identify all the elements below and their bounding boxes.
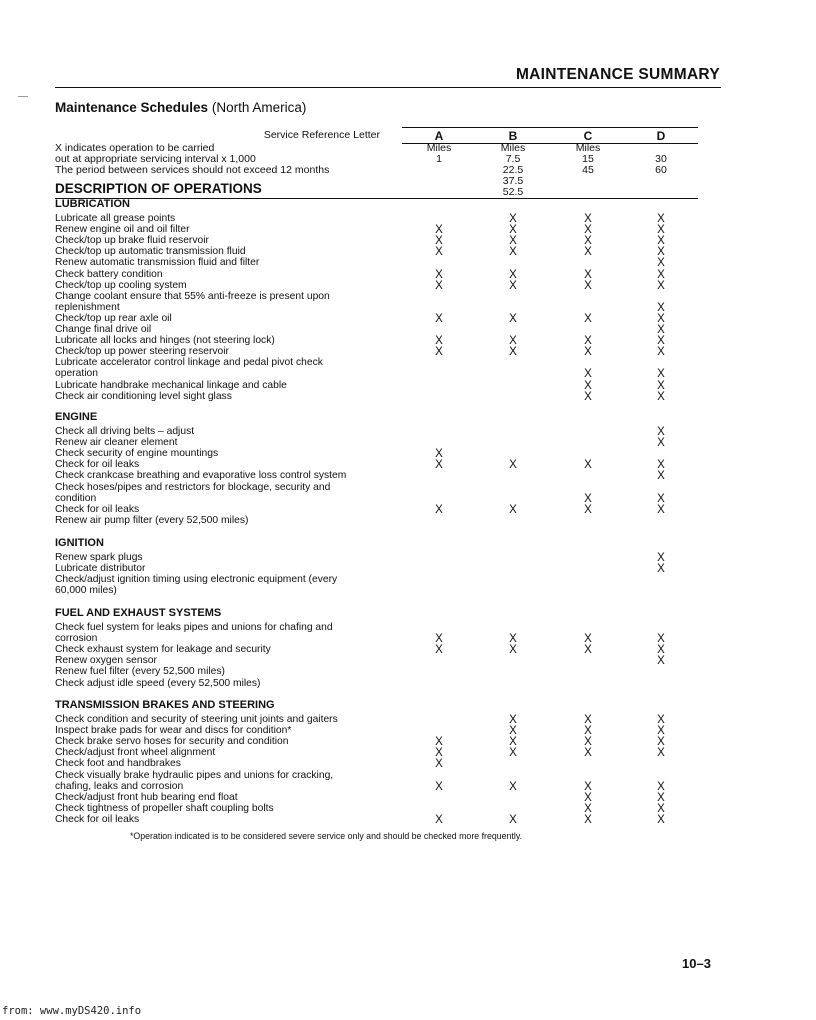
schedule-mark: X: [657, 714, 665, 726]
page-number: 10–3: [682, 956, 711, 971]
description-title: DESCRIPTION OF OPERATIONS: [55, 181, 262, 196]
schedule-mark: X: [509, 747, 517, 759]
operation-text: Renew spark plugs: [55, 552, 143, 563]
operation-text: Check foot and handbrakes: [55, 758, 181, 769]
operation-text: Check air conditioning level sight glass: [55, 391, 232, 402]
schedule-mark: X: [584, 504, 592, 516]
schedule-mark: X: [584, 814, 592, 826]
schedule-mark: X: [509, 725, 517, 737]
operation-text: Check brake servo hoses for security and condition: [55, 736, 289, 747]
schedule-mark: X: [435, 448, 443, 460]
schedule-mark: X: [584, 280, 592, 292]
schedule-mark: X: [657, 335, 665, 347]
operation-text: Renew air cleaner element: [55, 437, 178, 448]
schedule-mark: X: [657, 269, 665, 281]
operation-text: Check tightness of propeller shaft coupling bolts: [55, 803, 274, 814]
operation-text: Check battery condition: [55, 269, 163, 280]
schedule-mark: X: [657, 803, 665, 815]
schedule-mark: X: [657, 380, 665, 392]
schedule-mark: X: [435, 633, 443, 645]
operation-text: Check/adjust front hub bearing end float: [55, 792, 238, 803]
schedule-mark: X: [584, 269, 592, 281]
schedule-mark: X: [435, 747, 443, 759]
service-reference-label: Service Reference Letter: [263, 129, 380, 141]
intro-line: X indicates operation to be carried: [55, 142, 215, 154]
intro-line: out at appropriate servicing interval x 1,000: [55, 153, 256, 165]
schedule-mark: X: [657, 814, 665, 826]
schedule-mark: X: [657, 633, 665, 645]
section-heading: TRANSMISSION BRAKES AND STEERING: [55, 699, 275, 711]
schedule-mark: X: [509, 781, 517, 793]
operation-text: Check/top up automatic transmission fluid: [55, 246, 246, 257]
operation-text: Inspect brake pads for wear and discs for condition*: [55, 725, 292, 736]
schedule-mark: X: [657, 280, 665, 292]
schedule-mark: X: [584, 380, 592, 392]
operation-text: Check/adjust front wheel alignment: [55, 747, 216, 758]
mileage-value: Miles: [500, 142, 526, 154]
schedule-title-region: (North America): [211, 100, 307, 115]
page-header-title: MAINTENANCE SUMMARY: [515, 66, 720, 83]
operation-text: Check exhaust system for leakage and security: [55, 644, 271, 655]
schedule-mark: X: [657, 302, 665, 314]
mileage-value: 30: [655, 153, 667, 165]
schedule-mark: X: [657, 213, 665, 225]
schedule-mark: X: [509, 235, 517, 247]
operation-text: Lubricate accelerator control linkage and pedal pivot check: [55, 357, 323, 368]
schedule-mark: X: [657, 224, 665, 236]
operation-text: Check/top up cooling system: [55, 280, 187, 291]
schedule-mark: X: [435, 224, 443, 236]
schedule-mark: X: [509, 213, 517, 225]
operation-text: Lubricate handbrake mechanical linkage and cable: [55, 380, 287, 391]
schedule-mark: X: [435, 504, 443, 516]
source-watermark: from: www.myDS420.info: [2, 1005, 142, 1017]
schedule-mark: X: [584, 714, 592, 726]
schedule-mark: X: [435, 644, 443, 656]
schedule-mark: X: [657, 313, 665, 325]
schedule-mark: X: [509, 269, 517, 281]
schedule-mark: X: [435, 335, 443, 347]
schedule-mark: X: [584, 391, 592, 403]
section-heading: IGNITION: [55, 537, 104, 549]
operation-text: Renew engine oil and oil filter: [55, 224, 190, 235]
operation-text: Lubricate distributor: [55, 563, 146, 574]
schedule-mark: X: [657, 504, 665, 516]
schedule-mark: X: [657, 346, 665, 358]
schedule-mark: X: [584, 459, 592, 471]
column-rule-top: [402, 127, 698, 128]
schedule-mark: X: [584, 725, 592, 737]
schedule-mark: X: [657, 391, 665, 403]
operation-text: Renew air pump filter (every 52,500 miles): [55, 515, 249, 526]
column-letter-c: C: [583, 129, 593, 143]
operation-text: Check all driving belts – adjust: [55, 426, 195, 437]
schedule-mark: X: [657, 235, 665, 247]
schedule-mark: X: [657, 459, 665, 471]
schedule-mark: X: [509, 459, 517, 471]
operation-text: Check/top up brake fluid reservoir: [55, 235, 209, 246]
mileage-value: 60: [655, 164, 667, 176]
schedule-mark: X: [435, 235, 443, 247]
column-letter-a: A: [434, 129, 444, 143]
operation-text: Lubricate all locks and hinges (not steering lock): [55, 335, 275, 346]
column-letter-b: B: [508, 129, 518, 143]
schedule-mark: X: [435, 781, 443, 793]
schedule-mark: X: [509, 736, 517, 748]
schedule-mark: X: [657, 368, 665, 380]
schedule-mark: X: [584, 493, 592, 505]
mileage-value: Miles: [426, 142, 452, 154]
schedule-title: [55, 100, 306, 115]
schedule-mark: X: [584, 224, 592, 236]
operation-text: Check/top up power steering reservoir: [55, 346, 229, 357]
section-heading: FUEL AND EXHAUST SYSTEMS: [55, 607, 222, 619]
mileage-value: 37.5: [502, 175, 524, 187]
schedule-mark: X: [657, 426, 665, 438]
schedule-mark: X: [657, 246, 665, 258]
mileage-value: 1: [436, 153, 442, 165]
schedule-mark: X: [509, 313, 517, 325]
margin-mark: [18, 96, 28, 97]
mileage-value: Miles: [575, 142, 601, 154]
schedule-mark: X: [657, 563, 665, 575]
schedule-mark: X: [584, 792, 592, 804]
schedule-mark: X: [584, 246, 592, 258]
header-rule: [55, 87, 721, 88]
mileage-value: 7.5: [505, 153, 521, 165]
operation-text: Renew automatic transmission fluid and filter: [55, 257, 260, 268]
schedule-mark: X: [435, 459, 443, 471]
schedule-mark: X: [584, 736, 592, 748]
schedule-mark: X: [584, 781, 592, 793]
mileage-value: 15: [582, 153, 594, 165]
operation-text: chafing, leaks and corrosion: [55, 781, 184, 792]
schedule-mark: X: [657, 644, 665, 656]
schedule-mark: X: [657, 655, 665, 667]
operation-text: 60,000 miles): [55, 585, 117, 596]
operation-text: condition: [55, 493, 97, 504]
operation-text: Check fuel system for leaks pipes and unions for chafing and: [55, 622, 333, 633]
schedule-mark: X: [435, 814, 443, 826]
footnote: *Operation indicated is to be considered severe service only and should be checked more frequently.: [130, 831, 523, 841]
operation-text: Change coolant ensure that 55% anti-freeze is present upon: [55, 291, 330, 302]
operation-text: Renew fuel filter (every 52,500 miles): [55, 666, 225, 677]
operation-text: Change final drive oil: [55, 324, 152, 335]
schedule-mark: X: [509, 224, 517, 236]
schedule-mark: X: [657, 552, 665, 564]
schedule-mark: X: [584, 644, 592, 656]
schedule-mark: X: [584, 803, 592, 815]
schedule-mark: X: [509, 504, 517, 516]
operation-text: Check visually brake hydraulic pipes and unions for cracking,: [55, 770, 334, 781]
operation-text: Renew oxygen sensor: [55, 655, 157, 666]
mileage-value: 52.5: [502, 186, 524, 198]
operation-text: Check for oil leaks: [55, 504, 140, 515]
schedule-mark: X: [509, 714, 517, 726]
schedule-mark: X: [657, 781, 665, 793]
schedule-mark: X: [657, 736, 665, 748]
schedule-mark: X: [435, 736, 443, 748]
operation-text: replenishment: [55, 302, 120, 313]
schedule-mark: X: [584, 747, 592, 759]
schedule-mark: X: [584, 235, 592, 247]
schedule-mark: X: [657, 493, 665, 505]
operation-text: Check/top up rear axle oil: [55, 313, 172, 324]
schedule-title-bold: Maintenance Schedules: [55, 100, 209, 115]
operation-text: operation: [55, 368, 98, 379]
schedule-mark: X: [657, 437, 665, 449]
schedule-mark: X: [584, 313, 592, 325]
operation-text: Check for oil leaks: [55, 459, 140, 470]
schedule-mark: X: [657, 257, 665, 269]
operation-text: Check for oil leaks: [55, 814, 140, 825]
column-letter-d: D: [656, 129, 666, 143]
schedule-mark: X: [435, 269, 443, 281]
schedule-mark: X: [657, 324, 665, 336]
description-rule: [55, 198, 698, 199]
schedule-mark: X: [509, 335, 517, 347]
schedule-mark: X: [657, 747, 665, 759]
schedule-mark: X: [435, 313, 443, 325]
schedule-mark: X: [509, 246, 517, 258]
schedule-mark: X: [509, 280, 517, 292]
schedule-mark: X: [435, 246, 443, 258]
operation-text: Check condition and security of steering unit joints and gaiters: [55, 714, 338, 725]
schedule-mark: X: [509, 346, 517, 358]
schedule-mark: X: [584, 335, 592, 347]
schedule-mark: X: [657, 725, 665, 737]
schedule-mark: X: [584, 213, 592, 225]
mileage-value: 45: [582, 164, 594, 176]
operation-text: Check crankcase breathing and evaporative loss control system: [55, 470, 347, 481]
schedule-mark: X: [435, 758, 443, 770]
operation-text: Check hoses/pipes and restrictors for blockage, security and: [55, 482, 331, 493]
operation-text: Lubricate all grease points: [55, 213, 176, 224]
section-heading: LUBRICATION: [55, 198, 130, 210]
schedule-mark: X: [509, 814, 517, 826]
intro-line: The period between services should not exceed 12 months: [55, 164, 330, 176]
schedule-mark: X: [435, 346, 443, 358]
schedule-mark: X: [657, 470, 665, 482]
operation-text: Check adjust idle speed (every 52,500 miles): [55, 678, 261, 689]
schedule-mark: X: [584, 346, 592, 358]
operation-text: corrosion: [55, 633, 98, 644]
mileage-value: 22.5: [502, 164, 524, 176]
operation-text: Check/adjust ignition timing using electronic equipment (every: [55, 574, 338, 585]
schedule-mark: X: [584, 368, 592, 380]
operation-text: Check security of engine mountings: [55, 448, 219, 459]
schedule-mark: X: [657, 792, 665, 804]
schedule-mark: X: [509, 644, 517, 656]
section-heading: ENGINE: [55, 411, 98, 423]
schedule-mark: X: [584, 633, 592, 645]
schedule-mark: X: [435, 280, 443, 292]
schedule-mark: X: [509, 633, 517, 645]
